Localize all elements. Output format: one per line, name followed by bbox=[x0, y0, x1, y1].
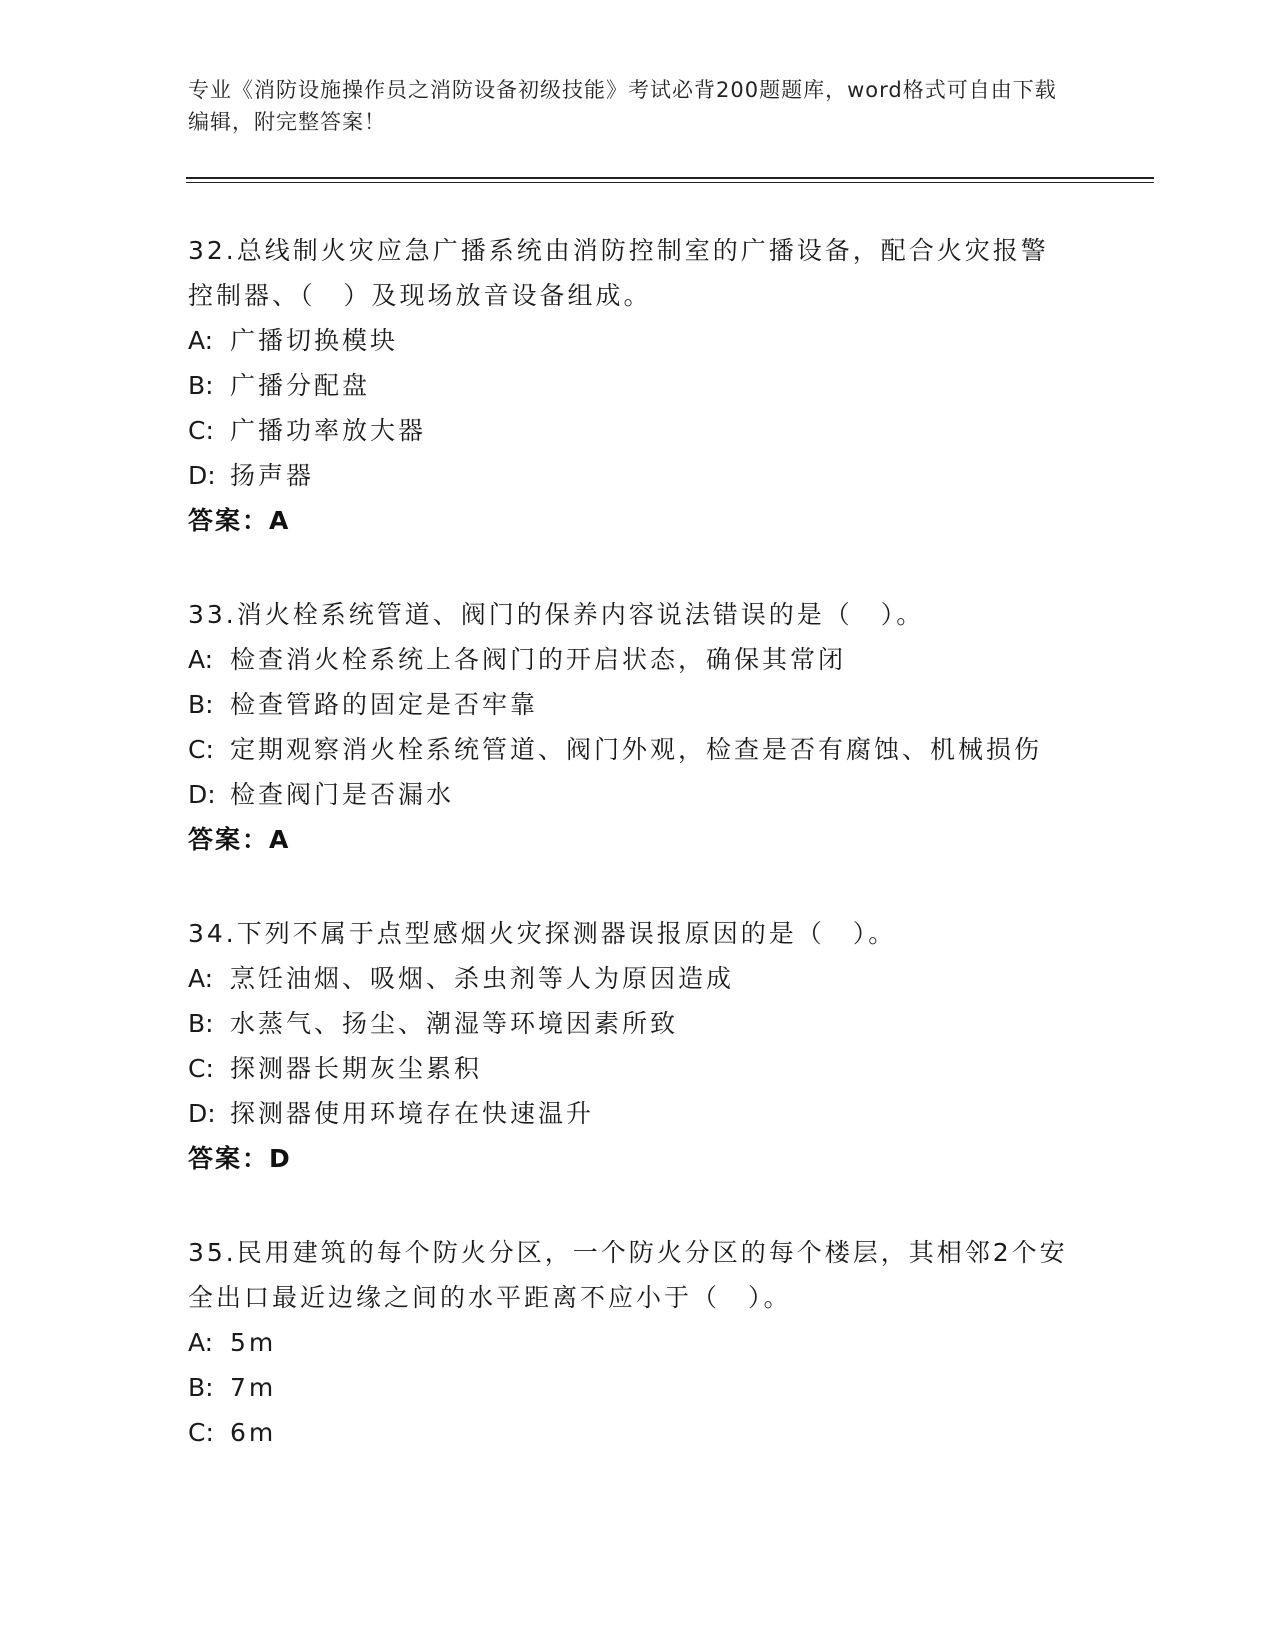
question-stem: 35.民用建筑的每个防火分区，一个防火分区的每个楼层，其相邻2个安全出口最近边缘之间的水平距离不应小于（ ）。 bbox=[188, 1238, 1068, 1312]
question-stem: 32.总线制火灾应急广播系统由消防控制室的广播设备，配合火灾报警控制器、（ ）及现场放音设备组成。 bbox=[188, 236, 1049, 310]
option-c bbox=[188, 1046, 1068, 1091]
option-c bbox=[188, 1410, 1068, 1455]
option-letter: B: bbox=[188, 1009, 214, 1038]
option-letter: C: bbox=[188, 735, 214, 764]
option-d bbox=[188, 772, 1068, 817]
option-a bbox=[188, 318, 1068, 363]
option-text: 广播分配盘 bbox=[230, 371, 371, 400]
header-divider-thick bbox=[186, 177, 1154, 179]
question-stem: 33.消火栓系统管道、阀门的保养内容说法错误的是（ ）。 bbox=[188, 600, 925, 629]
option-letter: A: bbox=[188, 1328, 214, 1357]
option-c bbox=[188, 727, 1068, 772]
option-text: 扬声器 bbox=[230, 461, 315, 490]
option-letter: B: bbox=[188, 371, 214, 400]
option-letter: B: bbox=[188, 690, 214, 719]
option-text: 检查阀门是否漏水 bbox=[230, 780, 455, 809]
option-a bbox=[188, 637, 1068, 682]
option-letter: B: bbox=[188, 1373, 214, 1402]
option-text: 定期观察消火栓系统管道、阀门外观，检查是否有腐蚀、机械损伤 bbox=[230, 735, 1043, 764]
option-d bbox=[188, 453, 1068, 498]
option-d bbox=[188, 1091, 1068, 1136]
option-text: 5m bbox=[230, 1328, 277, 1357]
option-letter: A: bbox=[188, 645, 214, 674]
answer-line: 答案：A bbox=[188, 506, 291, 535]
option-b bbox=[188, 682, 1068, 727]
option-text: 探测器使用环境存在快速温升 bbox=[230, 1099, 595, 1128]
header-divider-thin bbox=[186, 182, 1154, 183]
question-33 bbox=[188, 592, 1068, 862]
option-text: 检查管路的固定是否牢靠 bbox=[230, 690, 539, 719]
question-34 bbox=[188, 911, 1068, 1181]
option-text: 探测器长期灰尘累积 bbox=[230, 1054, 483, 1083]
question-35 bbox=[188, 1230, 1068, 1455]
option-letter: C: bbox=[188, 1054, 214, 1083]
option-letter: A: bbox=[188, 964, 214, 993]
option-text: 广播切换模块 bbox=[230, 326, 399, 355]
option-b bbox=[188, 1365, 1068, 1410]
question-32 bbox=[188, 228, 1068, 543]
answer-line: 答案：A bbox=[188, 825, 291, 854]
option-text: 检查消火栓系统上各阀门的开启状态，确保其常闭 bbox=[230, 645, 847, 674]
option-letter: C: bbox=[188, 1418, 214, 1447]
option-text: 烹饪油烟、吸烟、杀虫剂等人为原因造成 bbox=[230, 964, 735, 993]
answer-line: 答案：D bbox=[188, 1144, 292, 1173]
option-b bbox=[188, 1001, 1068, 1046]
option-text: 水蒸气、扬尘、潮湿等环境因素所致 bbox=[230, 1009, 679, 1038]
option-letter: C: bbox=[188, 416, 214, 445]
option-a bbox=[188, 956, 1068, 1001]
option-a bbox=[188, 1320, 1068, 1365]
option-c bbox=[188, 408, 1068, 453]
document-header: 专业《消防设施操作员之消防设备初级技能》考试必背200题题库，word格式可自由下载编辑，附完整答案！ bbox=[188, 78, 1057, 134]
option-letter: D: bbox=[188, 461, 216, 490]
question-stem: 34.下列不属于点型感烟火灾探测器误报原因的是（ ）。 bbox=[188, 919, 897, 948]
option-text: 6m bbox=[230, 1418, 277, 1447]
option-letter: A: bbox=[188, 326, 214, 355]
option-letter: D: bbox=[188, 1099, 216, 1128]
option-text: 广播功率放大器 bbox=[230, 416, 427, 445]
option-b bbox=[188, 363, 1068, 408]
option-text: 7m bbox=[230, 1373, 277, 1402]
option-letter: D: bbox=[188, 780, 216, 809]
